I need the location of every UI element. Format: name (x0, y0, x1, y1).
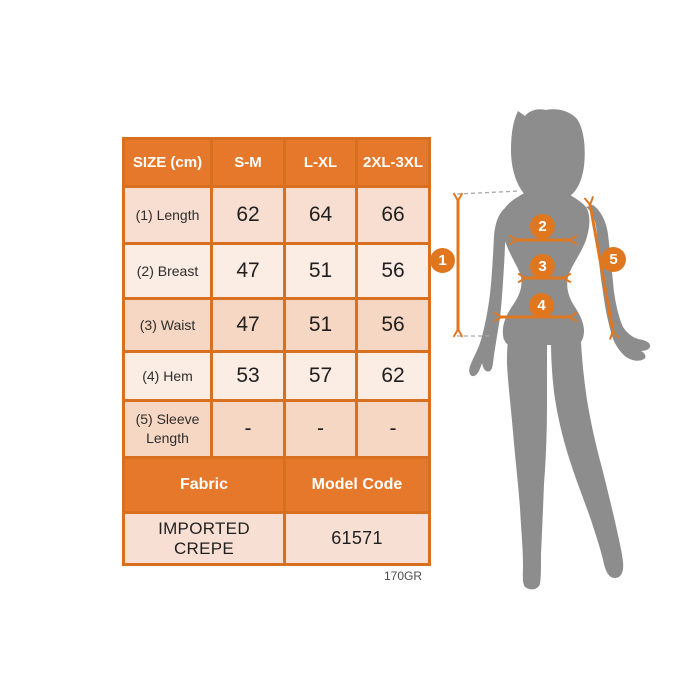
breast-s-m: 47 (212, 244, 285, 299)
measure-marker-2: 2 (530, 214, 555, 239)
breast-2xl-3xl: 56 (357, 244, 430, 299)
hem-l-xl: 57 (285, 352, 357, 401)
hem-s-m: 53 (212, 352, 285, 401)
fabric-value-row (124, 513, 430, 565)
waist-2xl-3xl: 56 (357, 299, 430, 352)
woman-silhouette (469, 109, 650, 589)
header-l-xl: L-XL (285, 139, 357, 187)
header-size-cm: SIZE (cm) (124, 139, 212, 187)
fabric-header: Fabric (124, 458, 285, 513)
row-label-hem: (4) Hem (124, 352, 212, 401)
model-code-header: Model Code (285, 458, 430, 513)
fabric-header-row (124, 458, 430, 513)
breast-l-xl: 51 (285, 244, 357, 299)
size-chart-table (122, 137, 431, 566)
length-l-xl: 64 (285, 187, 357, 244)
sleeve-2xl-3xl: - (357, 401, 430, 458)
row-label-sleeve-length: (5) Sleeve Length (124, 401, 212, 458)
table-row (124, 299, 430, 352)
measure-marker-5: 5 (601, 247, 626, 272)
size-chart-header-row (124, 139, 430, 187)
fabric-value: IMPORTED CREPE (124, 513, 285, 565)
silhouette-left-leg (507, 342, 547, 589)
row-label-breast: (2) Breast (124, 244, 212, 299)
row-label-length: (1) Length (124, 187, 212, 244)
table-row (124, 352, 430, 401)
table-row (124, 187, 430, 244)
weight-footnote: 170GR (383, 569, 422, 583)
length-top-dashed-line (457, 191, 520, 194)
measure-marker-1: 1 (430, 248, 455, 273)
row-label-waist: (3) Waist (124, 299, 212, 352)
header-s-m: S-M (212, 139, 285, 187)
waist-s-m: 47 (212, 299, 285, 352)
header-2xl-3xl: 2XL-3XL (357, 139, 430, 187)
table-row (124, 244, 430, 299)
length-2xl-3xl: 66 (357, 187, 430, 244)
sleeve-s-m: - (212, 401, 285, 458)
measure-marker-3: 3 (530, 254, 555, 279)
silhouette-right-leg (551, 342, 623, 578)
table-row (124, 401, 430, 458)
hem-2xl-3xl: 62 (357, 352, 430, 401)
model-code-value: 61571 (285, 513, 430, 565)
measure-marker-4: 4 (529, 293, 554, 318)
length-s-m: 62 (212, 187, 285, 244)
waist-l-xl: 51 (285, 299, 357, 352)
sleeve-l-xl: - (285, 401, 357, 458)
measurement-figure (425, 95, 685, 615)
silhouette-left-arm (469, 208, 505, 376)
